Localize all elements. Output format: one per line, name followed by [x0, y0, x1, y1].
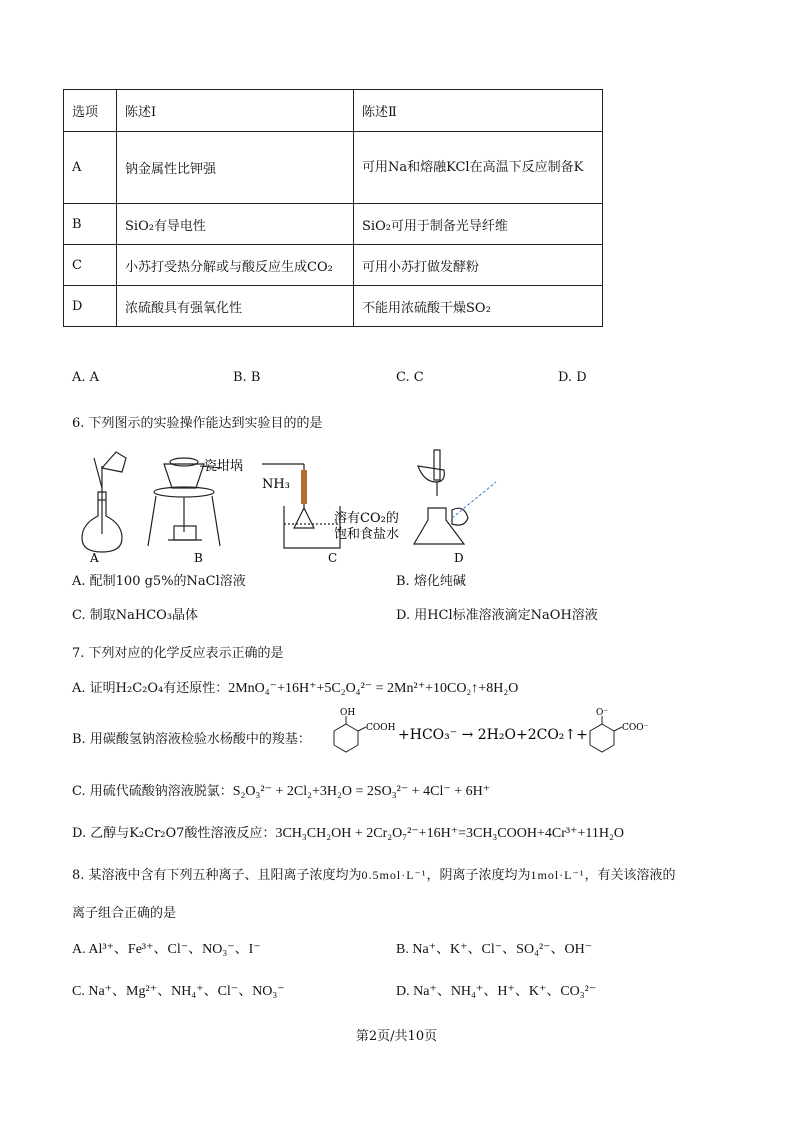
fig-label-c: C [328, 551, 338, 565]
q8-stem-line-2: 离子组合正确的是 [72, 906, 177, 921]
q5-option-b: B. B [233, 370, 261, 385]
q7-c-equation: S₂O₃²⁻ + 2Cl₂+3H₂O = 2SO₃²⁻ + 4Cl⁻ + 6H⁺ [232, 784, 491, 799]
q8-stem-3: ，有关该溶液的 [584, 868, 676, 883]
q7-b-o: O⁻ [596, 708, 609, 718]
table-header-row [64, 90, 603, 132]
q6-option-a: A. 配制100 g5%的NaCl溶液 [72, 574, 246, 589]
q7-c-text: C. 用硫代硫酸钠溶液脱氯： [72, 784, 233, 799]
titration-flask-icon [414, 450, 468, 544]
salicylic-acid-structure-icon [334, 716, 366, 752]
row-option: B [64, 204, 117, 245]
q7-b-equation-mid: +HCO₃⁻ → 2H₂O+2CO₂↑+ [398, 727, 588, 743]
q8-option-b: B. Na⁺、K⁺、Cl⁻、SO₄²⁻、OH⁻ [396, 942, 593, 957]
swirl-direction-icon [452, 482, 496, 518]
row-option: C [64, 245, 117, 286]
salicylate-structure-icon [590, 716, 622, 752]
q5-option-c: C. C [396, 370, 424, 385]
header-statement-2: 陈述Ⅱ [354, 90, 603, 132]
q6-option-b: B. 熔化纯碱 [396, 574, 466, 589]
fig-label-d: D [454, 551, 464, 565]
q7-option-d [72, 822, 624, 842]
q7-option-a [72, 677, 518, 697]
q7-b-cooh: COOH [366, 723, 396, 733]
table-row [64, 245, 603, 286]
q8-option-a: A. Al³⁺、Fe³⁺、Cl⁻、NO₃⁻、I⁻ [72, 942, 261, 957]
table-row [64, 286, 603, 327]
q8-anion-concentration: 1mol·L⁻¹ [530, 868, 585, 882]
row-statement-2: SiO₂可用于制备光导纤维 [354, 204, 603, 245]
row-statement-1: 浓硫酸具有强氧化性 [117, 286, 354, 327]
row-option: A [64, 132, 117, 204]
row-statement-2: 不能用浓硫酸干燥SO₂ [354, 286, 603, 327]
q8-option-c: C. Na⁺、Mg²⁺、NH₄⁺、Cl⁻、NO₃⁻ [72, 984, 285, 999]
q6-option-d: D. 用HCl标准溶液滴定NaOH溶液 [396, 608, 598, 623]
q7-d-text: D. 乙醇与K₂Cr₂O7酸性溶液反应： [72, 826, 276, 841]
volumetric-flask-icon [82, 452, 126, 552]
fig-label-b: B [194, 551, 203, 565]
q8-cation-concentration: 0.5mol·L⁻¹ [361, 868, 427, 882]
q5-option-d: D. D [558, 370, 587, 385]
row-option: D [64, 286, 117, 327]
q8-stem-line-1 [72, 864, 675, 883]
q7-b-coo: COO⁻ [622, 723, 649, 733]
table-row [64, 132, 603, 204]
fig-label-solution-1: 溶有CO₂的 [334, 511, 399, 526]
q7-stem: 7. 下列对应的化学反应表示正确的是 [72, 646, 284, 661]
q8-option-d: D. Na⁺、NH₄⁺、H⁺、K⁺、CO₃²⁻ [396, 984, 597, 999]
row-statement-2: 可用Na和熔融KCl在高温下反应制备K [354, 132, 603, 204]
page-footer: 第2页/共10页 [355, 1029, 438, 1044]
q6-option-c: C. 制取NaHCO₃晶体 [72, 608, 199, 623]
q7-a-text: A. 证明H₂C₂O₄有还原性： [72, 681, 229, 696]
q7-a-equation: 2MnO₄⁻+16H⁺+5C₂O₄²⁻ = 2Mn²⁺+10CO₂↑+8H₂O [228, 681, 519, 696]
fig-label-solution-2: 饱和食盐水 [334, 527, 400, 542]
q6-apparatus-figure [72, 448, 532, 568]
row-statement-1: 钠金属性比钾强 [117, 132, 354, 204]
fig-label-a: A [90, 551, 99, 565]
table-row [64, 204, 603, 245]
q7-option-c [72, 780, 490, 800]
fig-label-nh3: NH₃ [262, 477, 290, 492]
q5-option-a: A. A [72, 370, 100, 385]
q6-stem: 6. 下列图示的实验操作能达到实验目的的是 [72, 416, 323, 431]
q7-option-b [72, 728, 311, 747]
q8-stem-2: ，阴离子浓度均为 [426, 868, 531, 883]
row-statement-2: 可用小苏打做发酵粉 [354, 245, 603, 286]
rubber-tube-icon [301, 470, 307, 504]
statement-table [63, 89, 603, 327]
q8-stem-1: 8. 某溶液中含有下列五种离子、且阳离子浓度均为 [72, 868, 362, 883]
q7-d-equation: 3CH₃CH₂OH + 2Cr₂O₇²⁻+16H⁺=3CH₃COOH+4Cr³⁺+11H₂O [275, 826, 624, 841]
q7-b-text: B. 用碳酸氢钠溶液检验水杨酸中的羧基： [72, 732, 311, 747]
header-option: 选项 [64, 90, 117, 132]
q7-b-oh: OH [340, 708, 356, 718]
row-statement-1: 小苏打受热分解或与酸反应生成CO₂ [117, 245, 354, 286]
fig-label-crucible: 瓷坩埚 [204, 459, 244, 474]
header-statement-1: 陈述Ⅰ [117, 90, 354, 132]
q7-b-equation [326, 706, 661, 760]
row-statement-1: SiO₂有导电性 [117, 204, 354, 245]
